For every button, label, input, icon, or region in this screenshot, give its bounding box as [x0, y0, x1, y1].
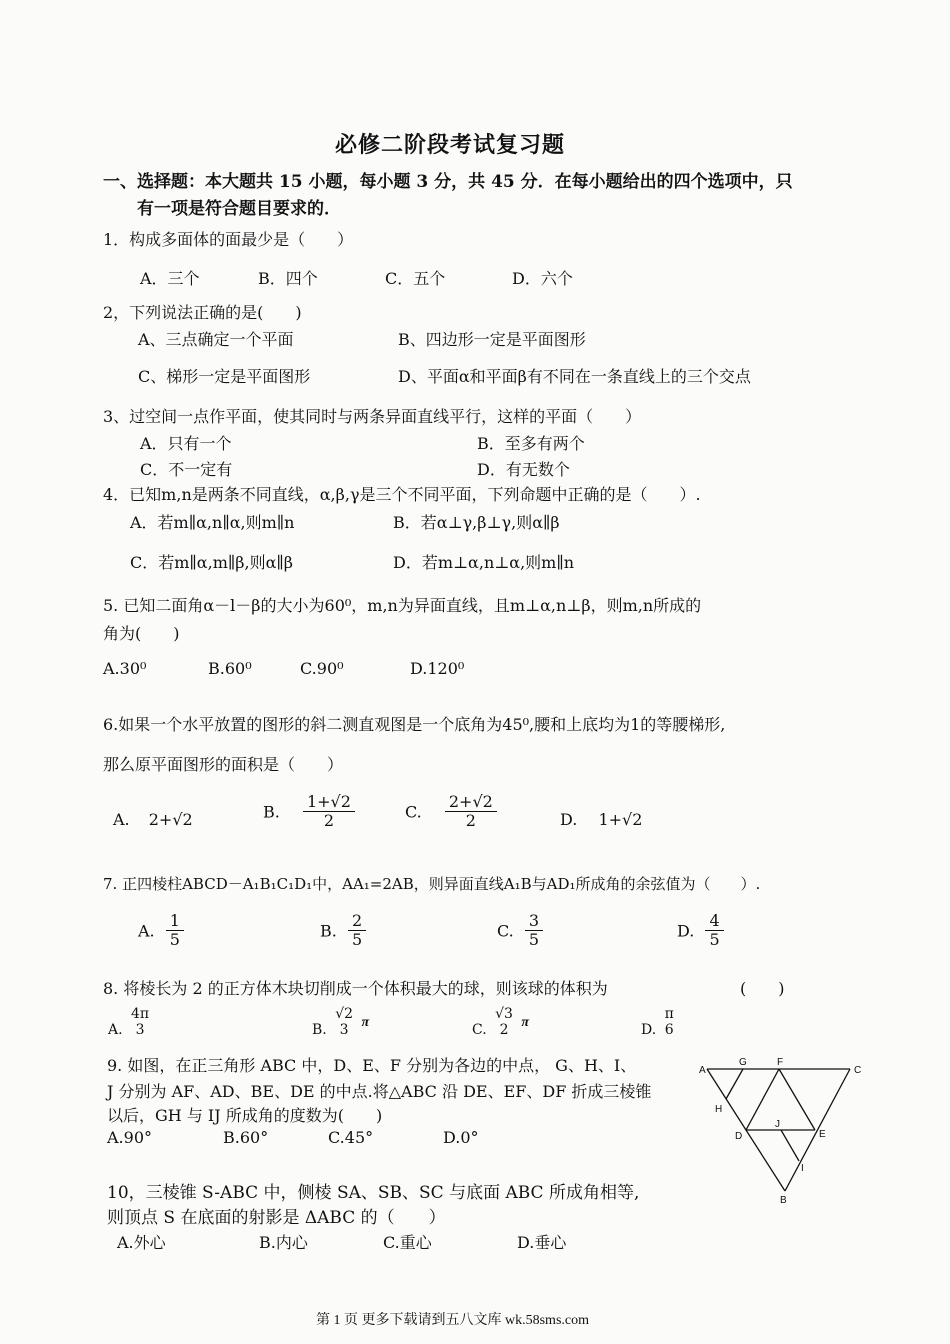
q4-option-a: A．若m∥α,n∥α,则m∥n [130, 513, 295, 532]
q1-option-d: D．六个 [512, 269, 573, 288]
q7-option-c [497, 912, 543, 950]
q7-option-d-label: D. [677, 921, 695, 941]
q6-option-c-label: C. [405, 802, 422, 822]
q10-option-d: D.垂心 [517, 1233, 567, 1252]
q6-option-c-denominator: 2 [465, 811, 476, 831]
question-10-line1: 10，三棱锥 S-ABC 中，侧棱 SA、SB、SC 与底面 ABC 所成角相等, [107, 1183, 640, 1203]
q7-option-a-denominator: 5 [169, 930, 180, 950]
q6-option-a [113, 810, 193, 829]
q7-option-a-numerator: 1 [166, 912, 184, 931]
q8-option-d [641, 1006, 678, 1038]
q7-option-b-denominator: 5 [351, 930, 363, 950]
q9-option-b: B.60° [223, 1128, 269, 1147]
q4-option-c: C．若m∥α,m∥β,则α∥β [130, 553, 294, 572]
figure-label-G: G [739, 1057, 747, 1068]
q3-option-b: B．至多有两个 [477, 434, 585, 453]
question-1-stem: 1．构成多面体的面最少是（ ） [103, 230, 354, 249]
figure-label-D: D [735, 1131, 743, 1142]
q5-option-b: B.60⁰ [208, 659, 252, 678]
q6-option-a-label: A. [113, 810, 130, 829]
question-9-line2: J 分别为 AF、AD、BE、DE 的中点.将△ABC 沿 DE、EF、DF 折成三棱锥 [107, 1082, 652, 1101]
q6-option-c-numerator: 2+√2 [445, 793, 497, 812]
q8-option-a [108, 1006, 153, 1038]
q8-option-c-denominator: 2 [499, 1022, 509, 1039]
q3-option-a: A．只有一个 [140, 434, 232, 453]
q8-option-d-numerator: π [664, 1006, 674, 1022]
question-6-stem-line2: 那么原平面图形的面积是（ ） [103, 755, 344, 774]
figure-label-C: C [854, 1065, 862, 1076]
figure-label-A: A [699, 1065, 706, 1076]
q8-option-b-denominator: 3 [339, 1022, 349, 1039]
q4-option-d: D．若m⊥α,n⊥α,则m∥n [393, 553, 575, 572]
q6-option-d-label: D. [560, 810, 578, 829]
question-6-stem: 6.如果一个水平放置的图形的斜二测直观图是一个底角为45⁰,腰和上底均为1的等腰梯形, [103, 715, 726, 734]
q5-option-a: A.30⁰ [103, 659, 147, 678]
q7-option-b-label: B. [320, 921, 337, 941]
question-8-answer-paren: ( ) [740, 979, 785, 998]
triangle-figure [695, 1055, 870, 1205]
q8-option-c-label: C. [472, 1022, 487, 1039]
figure-label-E: E [819, 1129, 826, 1140]
q10-option-c: C.重心 [383, 1233, 432, 1252]
page-footer: 第 1 页 更多下载请到五八文库 wk.58sms.com [316, 1313, 589, 1328]
q8-option-a-numerator: 4π [131, 1006, 150, 1022]
q6-option-b [263, 793, 355, 831]
q5-option-d: D.120⁰ [410, 659, 465, 678]
q8-option-b [312, 1006, 369, 1038]
figure-label-H: H [715, 1104, 723, 1115]
q7-option-c-denominator: 5 [528, 930, 540, 950]
q1-option-b: B．四个 [258, 269, 318, 288]
q8-option-c-pi: π [521, 1015, 530, 1031]
q10-option-b: B.内心 [259, 1233, 308, 1252]
q9-option-c: C.45° [328, 1128, 374, 1147]
question-10-line2: 则顶点 S 在底面的射影是 ΔABC 的（ ） [107, 1208, 446, 1228]
q7-option-a [138, 912, 184, 950]
q1-option-a: A．三个 [140, 269, 200, 288]
q2-option-c: C、梯形一定是平面图形 [138, 367, 311, 386]
q9-option-d: D.0° [443, 1128, 479, 1147]
q3-option-d: D．有无数个 [477, 460, 570, 479]
q8-option-a-denominator: 3 [135, 1022, 145, 1039]
q7-option-d [677, 912, 724, 950]
question-2-stem: 2，下列说法正确的是( ) [103, 303, 302, 322]
q8-option-c-numerator: √3 [495, 1006, 513, 1022]
q8-option-b-numerator: √2 [335, 1006, 354, 1022]
q7-option-b-numerator: 2 [348, 912, 366, 931]
q7-option-d-denominator: 5 [709, 930, 720, 950]
figure-label-B: B [780, 1195, 787, 1205]
q7-option-d-numerator: 4 [705, 912, 723, 931]
q3-option-c: C．不一定有 [140, 460, 233, 479]
question-3-stem: 3、过空间一点作平面，使其同时与两条异面直线平行，这样的平面（ ） [103, 407, 642, 426]
q6-option-b-numerator: 1+√2 [303, 793, 355, 812]
q6-option-b-label: B. [263, 802, 280, 822]
q2-option-d: D、平面α和平面β有不同在一条直线上的三个交点 [398, 367, 751, 386]
question-5-stem: 5. 已知二面角α－l－β的大小为60⁰，m,n为异面直线，且m⊥α,n⊥β，则m,n所成的 [103, 596, 702, 615]
question-4-stem: 4．已知m,n是两条不同直线，α,β,γ是三个不同平面，下列命题中正确的是（ ）. [103, 485, 701, 504]
question-5-stem-line2: 角为( ) [103, 624, 180, 643]
page-title: 必修二阶段考试复习题 [335, 132, 566, 158]
q6-option-c [405, 793, 497, 831]
figure-label-F: F [777, 1057, 784, 1068]
question-7-stem: 7. 正四棱柱ABCD－A₁B₁C₁D₁中，AA₁=2AB，则异面直线A₁B与AD₁所成角的余弦值为（ ）. [103, 875, 761, 893]
q8-option-c [472, 1006, 529, 1038]
q2-option-a: A、三点确定一个平面 [138, 330, 294, 349]
q2-option-b: B、四边形一定是平面图形 [398, 330, 586, 349]
q8-option-a-label: A. [108, 1022, 123, 1039]
q8-option-d-denominator: 6 [664, 1022, 674, 1039]
q6-option-b-denominator: 2 [323, 811, 335, 831]
section-heading-line1: 一、选择题：本大题共 15 小题，每小题 3 分，共 45 分．在每小题给出的四个选项中，只 [103, 172, 793, 192]
q10-option-a: A.外心 [117, 1233, 166, 1252]
figure-label-J: J [775, 1119, 780, 1130]
q7-option-b [320, 912, 366, 950]
q6-option-a-value: 2+√2 [148, 810, 193, 829]
question-8-stem: 8. 将棱长为 2 的正方体木块切削成一个体积最大的球，则该球的体积为 [103, 979, 608, 998]
q8-option-b-pi: π [361, 1015, 370, 1031]
q7-option-c-label: C. [497, 921, 514, 941]
q7-option-a-label: A. [138, 921, 155, 941]
q8-option-b-label: B. [312, 1022, 327, 1039]
q5-option-c: C.90⁰ [300, 659, 344, 678]
question-9-line1: 9. 如图，在正三角形 ABC 中，D、E、F 分别为各边的中点， G、H、I、 [107, 1056, 637, 1075]
q6-option-d [560, 810, 642, 829]
q7-option-c-numerator: 3 [525, 912, 543, 931]
question-9-line3: 以后，GH 与 IJ 所成角的度数为( ) [107, 1106, 383, 1125]
figure-label-I: I [801, 1163, 804, 1174]
q1-option-c: C．五个 [385, 269, 446, 288]
q4-option-b: B．若α⊥γ,β⊥γ,则α∥β [393, 513, 560, 532]
section-heading-line2: 有一项是符合题目要求的． [137, 199, 341, 219]
q9-option-a: A.90° [107, 1128, 152, 1147]
q6-option-d-value: 1+√2 [598, 810, 643, 829]
q8-option-d-label: D. [641, 1022, 657, 1039]
